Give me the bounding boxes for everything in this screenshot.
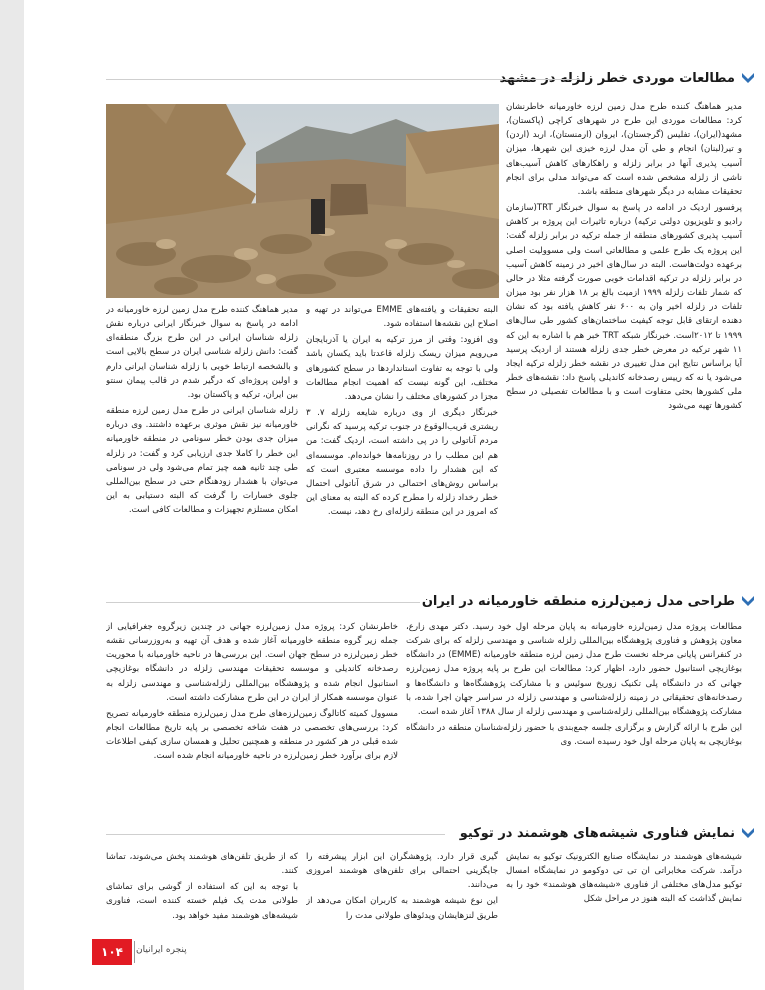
section1-column-right [506, 100, 742, 580]
section-title: نمایش فناوری شیشه‌های هوشمند در توکیو [459, 825, 735, 841]
chevron-down-icon [741, 826, 755, 840]
footer-divider [134, 941, 135, 963]
section2-column-left [106, 620, 398, 815]
section3-column-right [506, 850, 742, 930]
paragraph: مسوول کمیته کاتالوگ زمین‌لرزه‌های طرح مدل زمین‌لرزه منطقه خاورمیانه تصریح کرد: بررسی‌های تخصصی در هفت شاخه تخصصی بر پایه تاریخ مطالعات انجام شده قبلی در هر کشور در منطقه و همچنین تحلیل و همسان سازی کیفی اطلاعات لازم برای برآورد خطر زمین‌لرزه در ناحیه خاورمیانه انجام شده است. [106, 708, 398, 762]
paragraph: این نوع شیشه هوشمند به کاربران امکان می‌دهد از طریق لنزهایشان ویدئوهای طولانی مدت را [306, 896, 498, 921]
page-number: ۱۰۴ [92, 939, 132, 965]
heading-rule [106, 79, 580, 80]
paragraph: مطالعات پروژه مدل زمین‌لرزه خاورمیانه به پایان مرحله اول خود رسید. دکتر مهدی زارع، معاون پژوهش و فناوری پژوهشگاه بین‌المللی زلزله شناسی و مهندسی زلزله که برای شرکت در کنفرانس پایانی مرحله نخست طرح مدل زمین لرزه منطقه خاورمیانه (EMME) در دانشگاه بوغازیچی استانبول حضور دارد، اظهار کرد: مطالعات این طرح بر پایه پروژه مدل زمین‌لرزه جهانی که در دانشگاه پلی تکنیک زوریخ سوئیس و با مشارکت پژوهشگاه‌ها و دانشگاه‌ها و رصدخانه‌های تحقیقاتی در زمینه زلزله‌شناسی و مهندسی زلزله در سراسر جهان اجرا شده، با مشارکت پژوهشگاه بین‌المللی زلزله‌شناسی و مهندسی زلزله از سال ۱۳۸۸ آغاز شده است. [406, 622, 742, 717]
chevron-down-icon [741, 594, 755, 608]
section-heading-tokyo [460, 822, 755, 844]
paragraph: زلزله شناسان ایرانی در طرح مدل زمین لرزه منطقه خاورمیانه نیز نقش موثری برعهده داشتند. وی درباره میزان جدی بودن خطر سونامی در منطقه خاورمیانه این خطر را کاملا جدی ارزیابی کرد و گفت: در زلزله طی چند ثانیه همه چیز تمام می‌شود ولی در سونامی می‌توان با هشدار زودهنگام حتی در سطح بین‌المللی جلوی خسارات را گرفت که البته دستیابی به این امکان مستلزم تجهیزات و مطالعات کافی است. [106, 406, 298, 516]
section-title: مطالعات موردی خطر زلزله در مشهد [499, 70, 735, 86]
section-title: طراحی مدل زمین‌لرزه منطقه خاورمیانه در ایران [421, 593, 735, 609]
paragraph: البته تحقیقات و یافته‌های EMME می‌تواند در تهیه و اصلاح این نقشه‌ها استفاده شود. [306, 305, 498, 330]
paragraph: پرفسور اردیک در ادامه در پاسخ به سوال خبرنگار TRT(سازمان رادیو و تلویزیون دولتی ترکیه) درباره تاثیرات این پروژه بر کاهش آسیب پذیری کشورهای منطقه از جمله ترکیه در برابر زلزله گفت: این پروژه یک طرح علمی و مطالعاتی است ولی مسوولیت اصلی برعهده دولت‌هاست. البته در سال‌های اخیر در زمینه کاهش آسیب در برابر زلزله در ترکیه اقدامات خوبی صورت گرفته مثلا در حالی که شمار تلفات زلزله ۱۹۹۹ ازمیت بالغ بر ۱۸ هزار نفر بود میزان تلفات در زلزله اخیر وان به ۶۰۰ نفر کاهش یافته بود که نشان دهنده ارتقای قابل توجه کیفیت ساختمان‌های کشور طی سال‌های ۱۹۹۹ تا ۲۰۱۲است. خبرنگار شبکه TRT خبر هم با اشاره به این که ۱۱ شهر ترکیه در معرض خطر جدی زلزله هستند از اردیک پرسید آیا براساس نتایج این مدل تغییری در نقشه خطر زلزله ترکیه ایجاد می‌شود یا نه که رییس رصدخانه کاندیلی پاسخ داد: نقشه‌های خطر ملی کشورها بحثی متفاوت است و با مطالعات تفصیلی در سطح کشورها تهیه می‌شود [506, 203, 742, 412]
section-heading-mashhad [499, 67, 755, 89]
paragraph: این طرح با ارائه گزارش و برگزاری جلسه جمع‌بندی با حضور زلزله‌شناسان منطقه در دانشگاه بوغازیچی به پایان مرحله اول خود رسیده است. وی [406, 723, 742, 748]
magazine-page [24, 0, 765, 990]
section3-column-middle [306, 850, 498, 930]
section2-column-right [406, 620, 742, 815]
earthquake-rubble-photo [106, 104, 499, 298]
section1-column-left [106, 303, 298, 581]
magazine-name: پنجره ایرانیان [136, 945, 187, 955]
paragraph: شیشه‌های هوشمند در نمایشگاه صنایع الکترونیک توکیو به نمایش درآمد. شرکت مخابراتی ان تی تی دوکومو در نمایشگاه امسال توکیو مدل‌های مختلفی از فناوری «شیشه‌های هوشمند» خود را به نمایش گذاشت که البته هنوز در مراحل شکل [506, 852, 742, 905]
heading-rule [106, 834, 445, 835]
chevron-down-icon [741, 71, 755, 85]
heading-rule [106, 602, 420, 603]
paragraph: گیری قرار دارد. پژوهشگران این ابزار پیشرفته را جایگزینی احتمالی برای تلفن‌های هوشمند امروزی می‌دانند. [306, 852, 498, 891]
section3-column-left [106, 850, 298, 930]
section1-column-middle [306, 303, 498, 581]
paragraph: وی افزود: وقتی از مرز ترکیه به ایران یا آذربایجان می‌رویم میزان ریسک زلزله قاعدتا باید یکسان باشد ولی با توجه به تفاوت استانداردها در سطح کشورهای مختلف، این گونه نیست که اهمیت انجام مطالعات مجزا در کشورهای مختلف را نشان می‌دهد. [306, 335, 498, 402]
paragraph: خاطرنشان کرد: پروژه مدل زمین‌لرزه جهانی در چندین زیرگروه جغرافیایی از جمله زیر گروه منطقه خاورمیانه آغاز شده و هدف آن تهیه و به‌روزرسانی نقشه خطر زمین‌لرزه در سطح جهان است. این بررسی‌ها در ناحیه خاورمیانه با محوریت رصدخانه کاندیلی و موسسه تحقیقات مهندسی زلزله در دانشگاه بوغازیچی استانبول انجام شده و پژوهشگاه بین‌المللی زلزله‌شناسی و مهندسی زلزله به عنوان موسسه همکار از ایران در این طرح مشارکت داشته است. [106, 622, 398, 703]
section-heading-iran-model [422, 590, 755, 612]
paragraph: خبرنگار دیگری از وی درباره شایعه زلزله ۷. ۳ ریشتری قریب‌الوقوع در جنوب ترکیه پرسید که نگرانی مردم آناتولی را در پی داشته است، اردیک گفت: من هم این مطلب را در روزنامه‌ها خوانده‌ام. موسسه‌ای که این هشدار را داده موسسه معتبری است که براساس روش‌های احتمالی در شرق آناتولی احتمال خطر رخداد زلزله را مطرح کرده که البته به معنای این که امروز در این منطقه زلزله‌ای رخ دهد، نیست. [306, 408, 498, 518]
paragraph: مدیر هماهنگ کننده طرح مدل زمین لرزه خاورمیانه در ادامه در پاسخ به سوال خبرنگار ایرانی درباره نقش زلزله شناسان ایرانی در این طرح بزرگ منطقه‌ای گفت: دانش زلزله شناسی ایران در سطح بالایی است و بالشخصه ارتباط خوبی با زلزله شناسان ایرانی دارم و اولین پروژه‌ای که درگیر شدم در قالب پیمان سنتو بین ایران، ترکیه و پاکستان بود. [106, 305, 298, 400]
paragraph: با توجه به این که استفاده از گوشی برای تماشای طولانی مدت یک فیلم خسته کننده است، فناوری شیشه‌های هوشمند مفید خواهد بود. [106, 882, 298, 921]
paragraph: که از طریق تلفن‌های هوشمند پخش می‌شوند، تماشا کنند. [106, 852, 298, 877]
paragraph: مدیر هماهنگ کننده طرح مدل زمین لرزه خاورمیانه خاطرنشان کرد: مطالعات موردی این طرح در شهرهای کراچی (پاکستان)، مشهد(ایران)، تفلیس (گرجستان)، ایروان (ارمنستان)، اربد (اردن) و تیر(لبنان) انجام و طی آن مدل لرزه خیزی این شهرها، میزان آسیب پذیری آنها در برابر زلزله و راهکارهای کاهش آسیب‌های ناشی از زلزله مشخص شده است که می‌تواند مدلی برای انجام تحقیقات مشابه در دیگر شهرهای منطقه باشد. [506, 102, 742, 197]
